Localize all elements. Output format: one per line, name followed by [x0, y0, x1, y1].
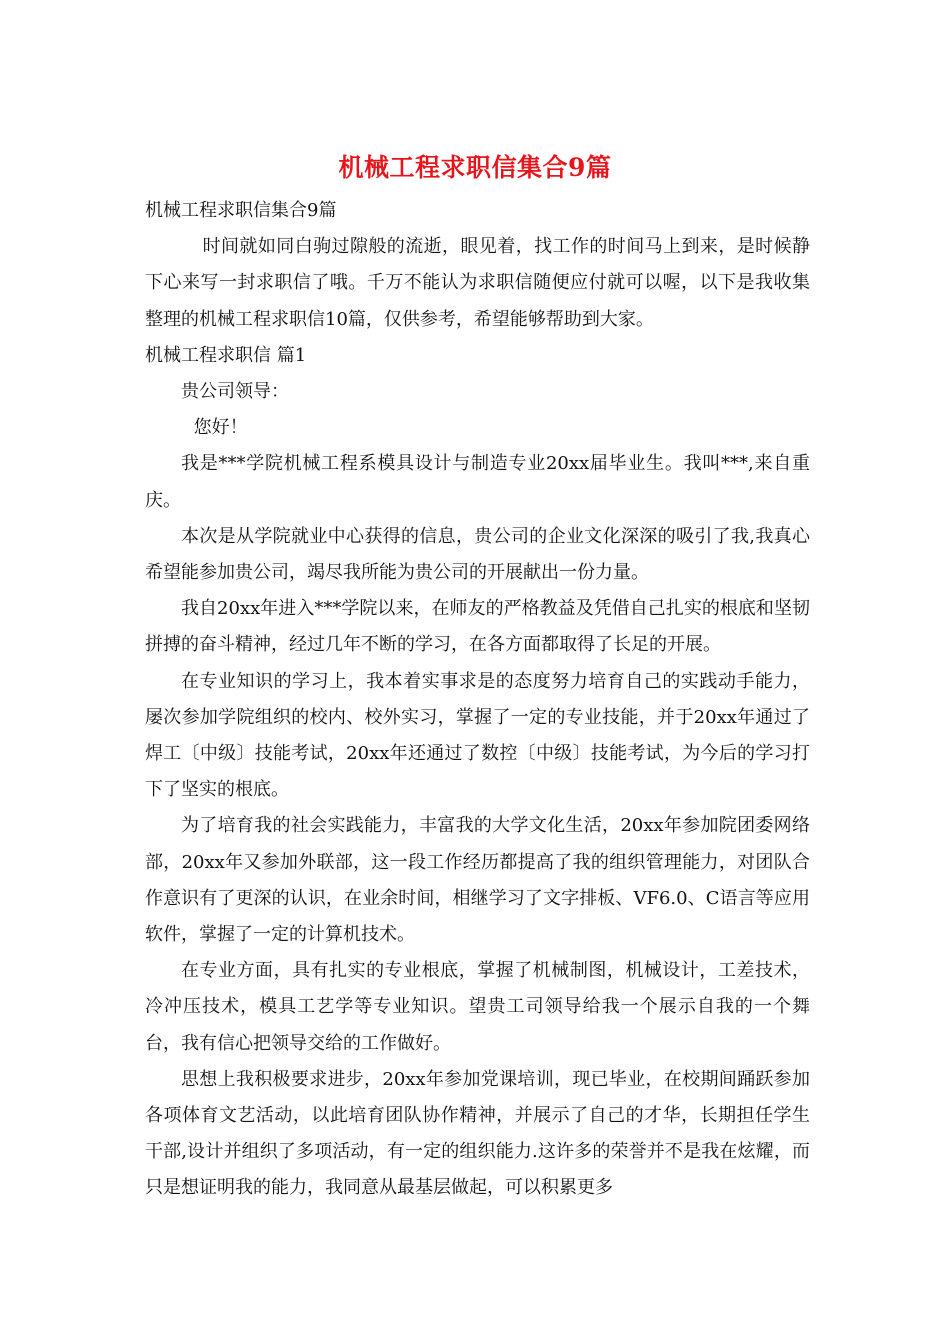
document-subtitle: 机械工程求职信集合9篇 — [145, 200, 337, 221]
letter-paragraph: 我是***学院机械工程系模具设计与制造专业20xx届毕业生。我叫***,来自重庆。 — [145, 453, 810, 511]
letter-hello: 您好！ — [193, 417, 248, 439]
letter-paragraph: 本次是从学院就业中心获得的信息，贵公司的企业文化深深的吸引了我,我真心希望能参加贵公司，竭尽我所能为贵公司的开展献出一份力量。 — [145, 525, 810, 584]
intro-paragraph: 时间就如同白驹过隙般的流逝，眼见着，找工作的时间马上到来，是时候静下心来写一封求职信了哦。千万不能认为求职信随便应付就可以喔，以下是我收集整理的机械工程求职信10篇，仅供参考，希望能够帮助到大家。 — [145, 236, 810, 330]
letter-paragraph: 为了培育我的社会实践能力，丰富我的大学文化生活，20xx年参加院团委网络部，20xx年又参加外联部，这一段工作经历都提高了我的组织管理能力，对团队合作意识有了更深的认识，在业余时间，相继学习了文字排板、VF6.0、C语言等应用软件，掌握了一定的计算机技术。 — [145, 815, 810, 946]
letter-paragraph: 思想上我积极要求进步，20xx年参加党课培训，现已毕业，在校期间踊跃参加各项体育文艺活动，以此培育团队协作精神，并展示了自己的才华，长期担任学生干部,设计并组织了多项活动，有一定的组织能力.这许多的荣誉并不是我在炫耀，而只是想证明我的能力，我同意从最基层做起，可以积累更多 — [145, 1068, 810, 1199]
letter-paragraph: 在专业知识的学习上，我本着实事求是的态度努力培育自己的实践动手能力，屡次参加学院组织的校内、校外实习，掌握了一定的专业技能，并于20xx年通过了焊工〔中级〕技能考试，20xx年还通过了数控〔中级〕技能考试，为今后的学习打下了坚实的根底。 — [145, 670, 810, 801]
letter-paragraph: 我自20xx年进入***学院以来，在师友的严格教益及凭借自己扎实的根底和坚韧拼搏的奋斗精神，经过几年不断的学习，在各方面都取得了长足的开展。 — [145, 598, 810, 656]
section-heading: 机械工程求职信 篇1 — [145, 344, 307, 366]
document-title: 机械工程求职信集合9篇 — [338, 153, 612, 182]
document-body — [145, 193, 810, 1207]
letter-greeting: 贵公司领导： — [181, 381, 289, 403]
letter-paragraph: 在专业方面，具有扎实的专业根底，掌握了机械制图，机械设计，工差技术，冷冲压技术，模具工艺学等专业知识。望贵工司领导给我一个展示自我的一个舞台，我有信心把领导交给的工作做好。 — [145, 960, 810, 1054]
